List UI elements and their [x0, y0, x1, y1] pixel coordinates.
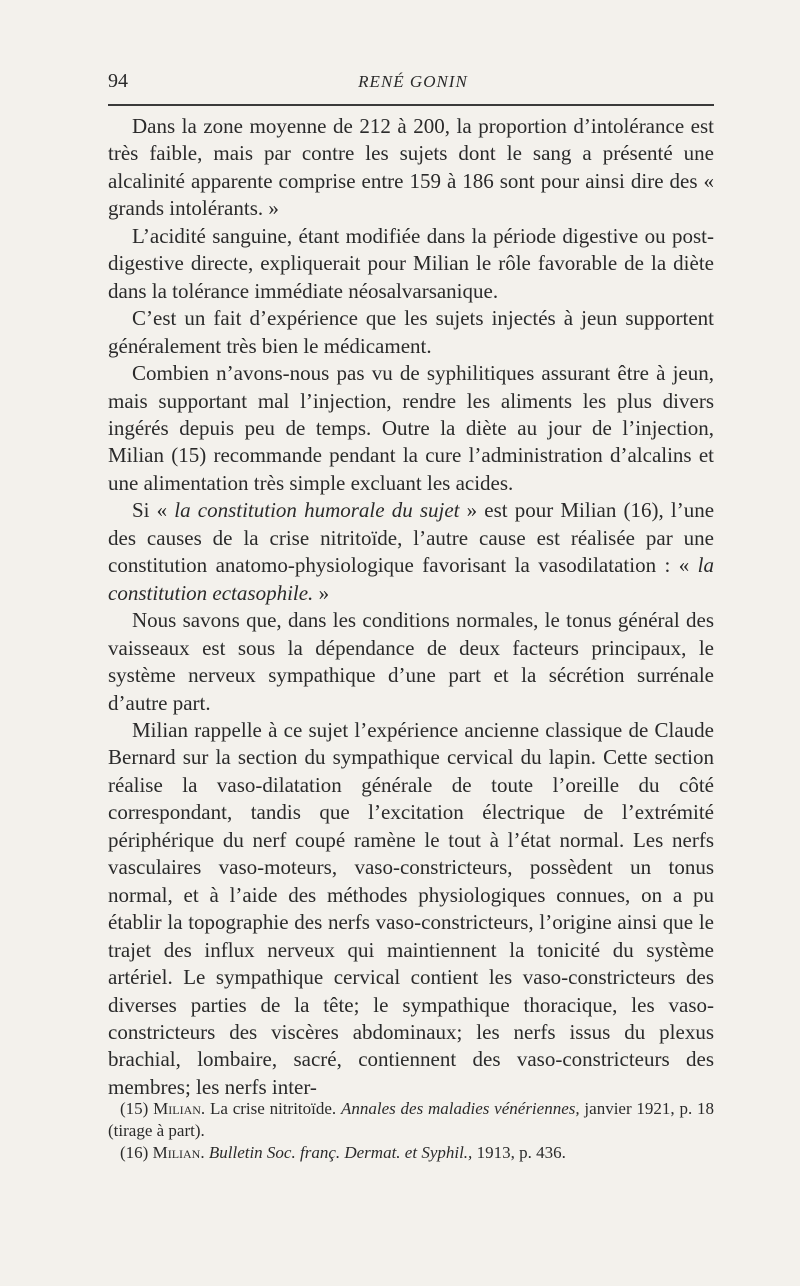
paragraph: Nous savons que, dans les conditions normales, le tonus général des vaisseaux est sous la dépendance de deux facteurs principaux, le système nerveux sympathique d’une part et la sécrétion surrénale d’autre part. — [108, 608, 714, 715]
paragraph-text: Si « — [132, 498, 175, 523]
italic-quote: la constitution humorale du sujet — [174, 498, 460, 523]
body-text — [108, 113, 714, 1101]
paragraph-text: » — [313, 580, 330, 605]
footnote-text: La crise nitritoïde. — [205, 1099, 341, 1118]
footnote-number: (16) — [120, 1143, 149, 1162]
footnotes — [108, 1098, 714, 1164]
footnote-author: Milian. — [152, 1143, 205, 1162]
paragraph-text: » est pour Milian (16), l’une des causes de la crise nitritoïde, l’autre cause est réalisée par une constitution anatomo-physiologique favorisant la vasodilatation : « — [108, 498, 715, 578]
paragraph: Dans la zone moyenne de 212 à 200, la proportion d’intolérance est très faible, mais par contre les sujets dont le sang a présenté une alcalinité apparente comprise entre 159 à 186 sont pour ainsi dire des « grands intolérants. » — [108, 114, 714, 221]
footnote-author: Milian. — [153, 1099, 206, 1118]
page-number: 94 — [108, 70, 128, 92]
footnote-journal: Bulletin Soc. franç. Dermat. et Syphil., — [208, 1143, 473, 1162]
paragraph: C’est un fait d’expérience que les sujets injectés à jeun supportent généralement très bien le médicament. — [108, 306, 714, 358]
footnote — [108, 1142, 714, 1164]
footnote-text: janvier 1921, p. 18 (tirage à part). — [108, 1099, 715, 1140]
page-header — [108, 70, 718, 96]
footnote-journal: Annales des maladies vénériennes, — [340, 1099, 580, 1118]
header-rule — [108, 104, 714, 106]
footnote — [108, 1098, 714, 1142]
paragraph: Milian rappelle à ce sujet l’expérience ancienne classique de Claude Bernard sur la section du sympathique cervical du lapin. Cette section réalise la vaso-dilatation générale de toute l’oreille du côté correspondant, tandis que l’excitation électrique de l’extrémité périphérique du nerf coupé ramène le tout à l’état normal. Les nerfs vasculaires vaso-moteurs, vaso-constricteurs, possèdent un tonus normal, et à l’aide des méthodes physiologiques connues, on a pu établir la topographie des nerfs vaso-constricteurs, l’origine ainsi que le trajet des influx nerveux qui maintiennent la tonicité du système artériel. Le sympathique cervical contient les vaso-constricteurs des diverses parties de la tête; le sympathique thoracique, les vaso-constricteurs des viscères abdominaux; les nerfs issus du plexus brachial, lombaire, sacré, contiennent des vaso-constricteurs des membres; les nerfs inter- — [108, 717, 714, 1099]
paragraph: L’acidité sanguine, étant modifiée dans la période digestive ou post-digestive directe, expliquerait pour Milian le rôle favorable de la diète dans la tolérance immédiate néosalvarsanique. — [108, 223, 714, 303]
running-head: RENÉ GONIN — [358, 72, 468, 91]
paragraph — [108, 497, 714, 607]
footnote-text: 1913, p. 436. — [472, 1143, 566, 1162]
paragraph: Combien n’avons-nous pas vu de syphilitiques assurant être à jeun, mais supportant mal l’injection, rendre les aliments les plus divers ingérés depuis peu de temps. Outre la diète au jour de l’injection, Milian (15) recommande pendant la cure l’administration d’alcalins et une alimentation très simple excluant les acides. — [108, 361, 714, 495]
footnote-number: (15) — [120, 1099, 149, 1118]
italic-quote: la constitution ectasophile. — [108, 553, 714, 605]
